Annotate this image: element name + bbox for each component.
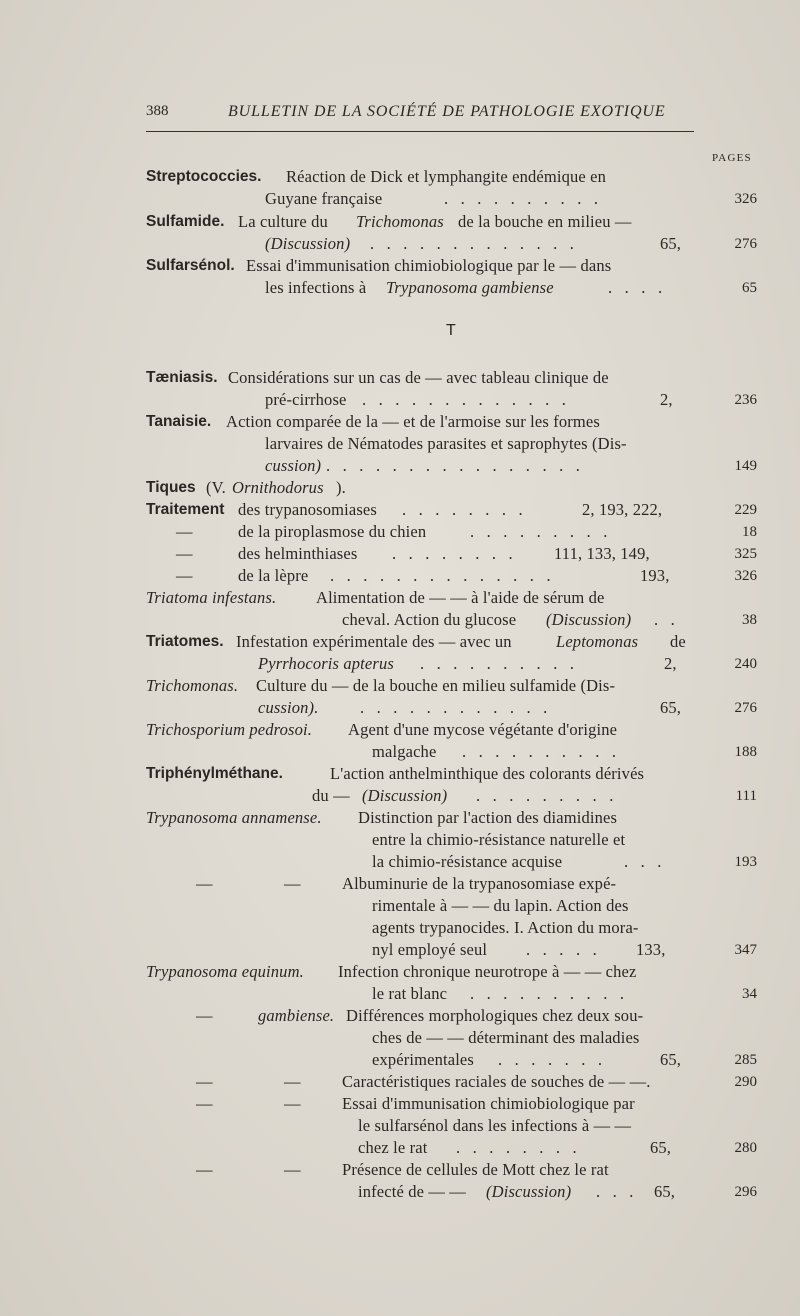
index-entry-line [0, 1138, 800, 1162]
entry-text: Caractéristiques raciales de souches de — —. [342, 1072, 651, 1091]
leader-dots: . . . . . . . . . . [470, 984, 629, 1003]
page-reference: 347 [734, 942, 757, 958]
page-reference: 326 [734, 568, 757, 584]
index-entry-line [0, 698, 800, 722]
entry-head: Sulfamide. [146, 213, 225, 230]
leader-dots: . . . . . . . . . [470, 522, 612, 541]
entry-head: Tanaisie. [146, 413, 212, 430]
entry-head-italic: Trypanosoma annamense. [146, 808, 322, 827]
entry-text: Alimentation de — — à l'aide de sérum de [316, 588, 605, 607]
leader-dots: . . . . . . . . . . . . . . [330, 566, 555, 585]
ditto-dash: — [284, 1160, 301, 1179]
ditto-dash: — [176, 566, 193, 585]
index-entry-line [0, 588, 800, 612]
page-reference: 296 [734, 1184, 757, 1200]
entry-number: 65, [654, 1182, 676, 1201]
index-entry-line [0, 610, 800, 634]
entry-number: 65, [660, 234, 682, 253]
leader-dots: . . . . . . . . . . . . . [370, 234, 579, 253]
entry-text: L'action anthelminthique des colorants dérivés [330, 764, 645, 783]
index-entry-line [0, 654, 800, 678]
entry-number: 133, [636, 940, 666, 959]
entry-head: Sulfarsénol. [146, 257, 235, 274]
leader-dots: . . . . [608, 278, 667, 297]
index-entry-line [0, 940, 800, 964]
entry-text: Présence de cellules de Mott chez le rat [342, 1160, 609, 1179]
index-entry-line [0, 632, 800, 656]
page-reference: 229 [734, 502, 757, 518]
index-entry-line [0, 1182, 800, 1206]
entry-text: nyl employé seul [372, 940, 488, 959]
index-entry-line [0, 1072, 800, 1096]
entry-number: 2, 193, 222, [582, 500, 663, 519]
entry-text-italic: (Discussion) [265, 234, 351, 253]
page-reference: 290 [734, 1074, 757, 1090]
index-entry-line [0, 544, 800, 568]
index-entry-line [0, 720, 800, 744]
page-reference: 240 [734, 656, 757, 672]
entry-text-italic: (Discussion) [362, 786, 448, 805]
page-reference: 18 [742, 524, 757, 540]
index-entry-line [0, 830, 800, 854]
entry-text: Essai d'immunisation chimiobiologique par [342, 1094, 635, 1113]
entry-text: de la lèpre [238, 566, 309, 585]
leader-dots: . . . . . . . . . . . . [360, 698, 552, 717]
entry-head: Tiques [146, 479, 196, 496]
entry-text: La culture du [238, 212, 328, 231]
entry-head: Triatomes. [146, 633, 224, 650]
entry-number: 65, [650, 1138, 672, 1157]
leader-dots: . . . . . . . . [392, 544, 517, 563]
index-entry-line [0, 256, 800, 280]
page-number: 388 [146, 103, 169, 119]
entry-text: malgache [372, 742, 437, 761]
leader-dots: . . . [624, 852, 666, 871]
entry-text: le sulfarsénol dans les infections à — — [358, 1116, 632, 1135]
index-entry-line [0, 742, 800, 766]
index-entry-line [0, 1050, 800, 1074]
entry-text: pré-cirrhose [265, 390, 347, 409]
page-reference: 276 [734, 700, 757, 716]
entry-number: 2, [660, 390, 673, 409]
ditto-dash: — [196, 1160, 213, 1179]
entry-text-italic: (Discussion) [486, 1182, 572, 1201]
ditto-dash: — [176, 522, 193, 541]
index-entry-line [0, 522, 800, 546]
entry-head-italic: Triatoma infestans. [146, 588, 277, 607]
entry-text: de la bouche en milieu — [458, 212, 632, 231]
leader-dots: . . . . . . . . . . [444, 189, 603, 208]
entry-text: entre la chimio-résistance naturelle et [372, 830, 626, 849]
header-rule [146, 131, 694, 132]
entry-number: 65, [660, 698, 682, 717]
entry-number: 65, [660, 1050, 682, 1069]
entry-text-italic: (Discussion) [546, 610, 632, 629]
entry-head-italic: Trypanosoma equinum. [146, 962, 304, 981]
entry-text: Albuminurie de la trypanosomiase expé- [342, 874, 617, 893]
entry-head: Triphénylméthane. [146, 765, 283, 782]
page-reference: 285 [734, 1052, 757, 1068]
index-entry-line [0, 918, 800, 942]
entry-head: Tæniasis. [146, 369, 218, 386]
section-letter: T [446, 322, 456, 339]
leader-dots: . . [654, 610, 679, 629]
entry-number: 111, 133, 149, [554, 544, 650, 563]
ditto-dash: — [284, 874, 301, 893]
page-reference: 236 [734, 392, 757, 408]
index-entry-line [0, 566, 800, 590]
entry-head: Traitement [146, 501, 225, 518]
index-entry-line [0, 434, 800, 458]
index-entry-line [0, 896, 800, 920]
page-reference: 325 [734, 546, 757, 562]
page-reference: 326 [734, 191, 757, 207]
entry-text-italic: cussion). [258, 698, 319, 717]
entry-text-italic: Ornithodorus [232, 478, 324, 497]
entry-text: les infections à [265, 278, 367, 297]
entry-text: de [670, 632, 686, 651]
entry-head-italic: gambiense. [258, 1006, 335, 1025]
index-entry-line [0, 390, 800, 414]
page-reference: 193 [734, 854, 757, 870]
leader-dots: . . . . . [526, 940, 601, 959]
leader-dots: . . . . . . . . . [476, 786, 618, 805]
entry-text: Réaction de Dick et lymphangite endémique en [286, 167, 606, 186]
entry-head-italic: Trichomonas. [146, 676, 239, 695]
index-entry-line [0, 278, 800, 302]
entry-text: expérimentales [372, 1050, 474, 1069]
entry-text: des trypanosomiases [238, 500, 377, 519]
ditto-dash: — [196, 1006, 213, 1025]
entry-number: 193, [640, 566, 670, 585]
page-reference: 65 [742, 280, 757, 296]
entry-text-italic: Leptomonas [556, 632, 639, 651]
entry-head: Streptococcies. [146, 168, 262, 185]
entry-text-italic: cussion) [265, 456, 322, 475]
entry-text: des helminthiases [238, 544, 358, 563]
index-entry-line [0, 962, 800, 986]
index-entry-line [0, 1116, 800, 1140]
index-entry-line [0, 234, 800, 258]
entry-number: 2, [664, 654, 677, 673]
entry-text-italic: Trypanosoma gambiense [386, 278, 554, 297]
page-reference: 276 [734, 236, 757, 252]
index-entry-line [0, 500, 800, 524]
entry-text: Action comparée de la — et de l'armoise sur les formes [226, 412, 600, 431]
entry-head-italic: Trichosporium pedrosoi. [146, 720, 313, 739]
index-entry-line [0, 1028, 800, 1052]
index-entry-line [0, 1160, 800, 1184]
leader-dots: . . . . . . . . . . . . . [362, 390, 571, 409]
running-title: BULLETIN DE LA SOCIÉTÉ DE PATHOLOGIE EXOTIQUE [228, 103, 666, 120]
index-entry-line [0, 1094, 800, 1118]
index-entry-line [0, 874, 800, 898]
entry-text: le rat blanc [372, 984, 448, 1003]
page-reference: 280 [734, 1140, 757, 1156]
index-entry-line [0, 764, 800, 788]
index-entry-line [0, 1006, 800, 1030]
page-reference: 188 [734, 744, 757, 760]
entry-text: Distinction par l'action des diamidines [358, 808, 618, 827]
entry-text: Différences morphologiques chez deux sou- [346, 1006, 644, 1025]
index-entry-line [0, 676, 800, 700]
running-header [146, 103, 696, 125]
entry-text: Culture du — de la bouche en milieu sulfamide (Dis- [256, 676, 616, 695]
entry-text: agents trypanocides. I. Action du mora- [372, 918, 639, 937]
page-reference: 111 [735, 788, 757, 804]
entry-text: larvaires de Nématodes parasites et saprophytes (Dis- [265, 434, 627, 453]
entry-text-italic: Pyrrhocoris apterus [258, 654, 394, 673]
ditto-dash: — [196, 1094, 213, 1113]
index-entry-line [0, 412, 800, 436]
leader-dots: . . . . . . . . . . [462, 742, 621, 761]
index-entry-line [0, 189, 800, 213]
entry-text: la chimio-résistance acquise [372, 852, 563, 871]
leader-dots: . . . . . . . . . . . . . . . . [326, 456, 585, 475]
entry-text: Infection chronique neurotrope à — — chez [338, 962, 637, 981]
index-entry-line [0, 852, 800, 876]
index-entry-line [0, 212, 800, 236]
leader-dots: . . . . . . . . [456, 1138, 581, 1157]
entry-text: Agent d'une mycose végétante d'origine [348, 720, 618, 739]
entry-text: cheval. Action du glucose [342, 610, 517, 629]
index-entry-line [0, 456, 800, 480]
entry-text: du — [312, 786, 350, 805]
page-reference: 38 [742, 612, 757, 628]
index-entry-line [0, 786, 800, 810]
entry-text: Essai d'immunisation chimiobiologique par le — dans [246, 256, 612, 275]
index-entry-line [0, 368, 800, 392]
page-reference: 34 [742, 986, 757, 1002]
leader-dots: . . . . . . . . [402, 500, 527, 519]
entry-text: Guyane française [265, 189, 383, 208]
leader-dots: . . . [596, 1182, 638, 1201]
ditto-dash: — [284, 1094, 301, 1113]
ditto-dash: — [196, 874, 213, 893]
leader-dots: . . . . . . . . . . [420, 654, 579, 673]
index-entry-line [0, 808, 800, 832]
ditto-dash: — [176, 544, 193, 563]
entry-text: (V. [206, 478, 226, 497]
index-entry-line [0, 984, 800, 1008]
entry-text: ). [336, 478, 346, 497]
entry-text: Infestation expérimentale des — avec un [236, 632, 512, 651]
page-reference: 149 [734, 458, 757, 474]
entry-text: Considérations sur un cas de — avec tableau clinique de [228, 368, 609, 387]
entry-text-italic: Trichomonas [356, 212, 444, 231]
entry-text: rimentale à — — du lapin. Action des [372, 896, 629, 915]
ditto-dash: — [196, 1072, 213, 1091]
entry-text: chez le rat [358, 1138, 428, 1157]
entry-text: de la piroplasmose du chien [238, 522, 427, 541]
pages-column-label: PAGES [712, 152, 752, 164]
entry-text: infecté de — — [358, 1182, 466, 1201]
ditto-dash: — [284, 1072, 301, 1091]
index-entry-line [0, 167, 800, 191]
entry-text: ches de — — déterminant des maladies [372, 1028, 640, 1047]
leader-dots: . . . . . . . [498, 1050, 607, 1069]
index-entry-line [0, 478, 800, 502]
